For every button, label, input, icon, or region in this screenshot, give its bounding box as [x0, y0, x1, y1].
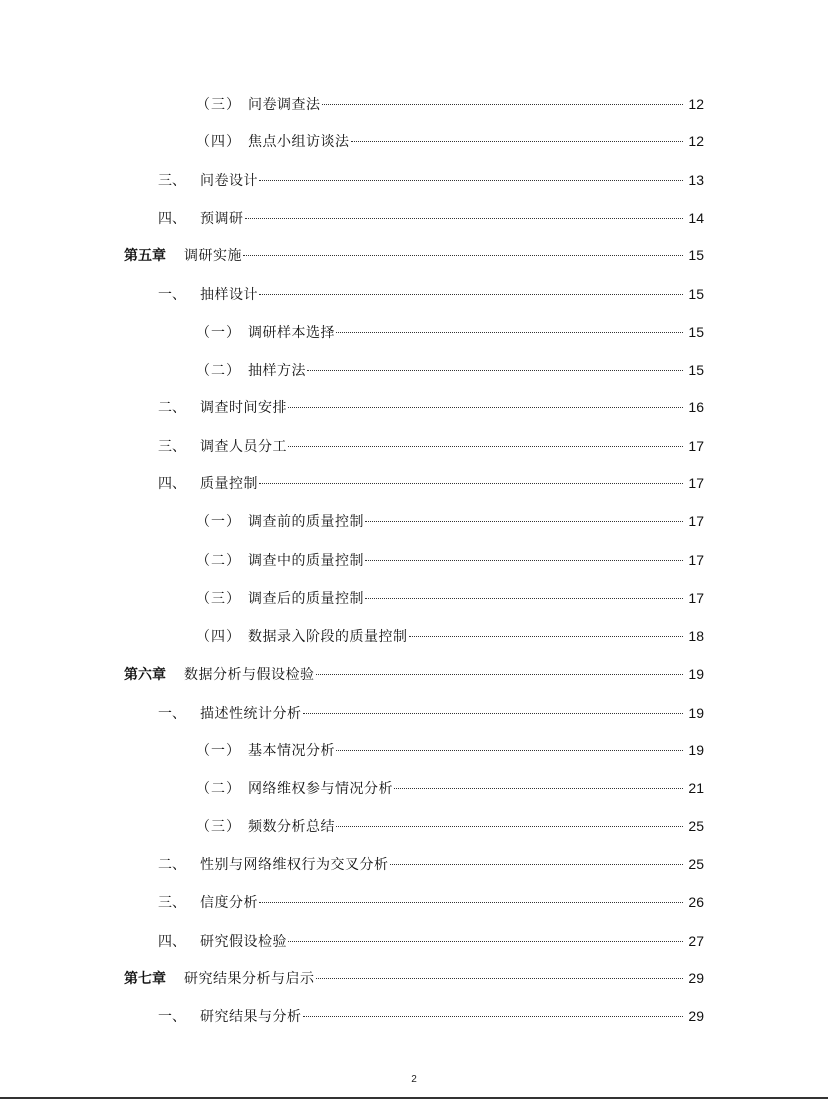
dot-leader [245, 218, 684, 219]
toc-entry-title: 基本情况分析 [248, 743, 335, 759]
toc-entry[interactable] [196, 815, 704, 837]
toc-entry-page: 19 [688, 666, 704, 682]
toc-entry-page: 17 [688, 513, 704, 529]
toc-entry[interactable] [158, 435, 704, 457]
toc-entry[interactable] [196, 777, 704, 799]
toc-entry-title: 调查中的质量控制 [248, 553, 364, 569]
toc-entry-number: 四、 [158, 934, 186, 950]
dot-leader [336, 826, 683, 827]
toc-entry-number: 三、 [158, 173, 186, 189]
toc-entry-page: 15 [688, 286, 704, 302]
toc-entry[interactable] [124, 967, 704, 989]
toc-entry[interactable] [196, 739, 704, 761]
toc-entry-page: 17 [688, 438, 704, 454]
toc-entry-title: 研究假设检验 [200, 934, 287, 950]
toc-entry-title: 网络维权参与情况分析 [248, 781, 393, 797]
toc-entry[interactable] [196, 321, 704, 343]
toc-entry-number: 一、 [158, 287, 186, 303]
toc-entry-number: （二） [196, 781, 241, 797]
toc-entry-number: 第六章 [124, 667, 166, 683]
toc-entry-page: 27 [688, 933, 704, 949]
toc-entry-page: 15 [688, 247, 704, 263]
toc-entry[interactable] [158, 283, 704, 305]
toc-entry-number: （四） [196, 629, 241, 645]
toc-entry[interactable] [196, 359, 704, 381]
dot-leader [409, 636, 684, 637]
toc-entry[interactable] [158, 702, 704, 724]
toc-entry[interactable] [158, 396, 704, 418]
dot-leader [322, 104, 684, 105]
toc-entry-page: 15 [688, 324, 704, 340]
toc-entry[interactable] [124, 663, 704, 685]
dot-leader [336, 332, 683, 333]
toc-entry-number: （一） [196, 325, 241, 341]
dot-leader [259, 294, 683, 295]
toc-entry-page: 17 [688, 590, 704, 606]
toc-entry-title: 研究结果与分析 [200, 1009, 302, 1025]
toc-entry-number: 四、 [158, 211, 186, 227]
dot-leader [259, 483, 683, 484]
toc-entry-number: （三） [196, 819, 241, 835]
page-bottom-border [0, 1097, 828, 1099]
toc-entry-page: 25 [688, 818, 704, 834]
toc-entry-title: 调研实施 [184, 248, 242, 264]
toc-entry[interactable] [196, 625, 704, 647]
toc-entry[interactable] [158, 891, 704, 913]
dot-leader [307, 370, 683, 371]
dot-leader [259, 902, 683, 903]
toc-entry-title: 问卷调查法 [248, 97, 321, 113]
toc-entry-number: （一） [196, 743, 241, 759]
toc-entry-title: 调查时间安排 [200, 400, 287, 416]
toc-entry-title: 调查人员分工 [200, 439, 287, 455]
toc-entry-page: 21 [688, 780, 704, 796]
toc-entry-page: 19 [688, 742, 704, 758]
toc-entry-page: 17 [688, 475, 704, 491]
toc-entry-number: 一、 [158, 1009, 186, 1025]
toc-entry-number: （二） [196, 553, 241, 569]
toc-entry-title: 调研样本选择 [248, 325, 335, 341]
toc-entry-page: 18 [688, 628, 704, 644]
dot-leader [336, 750, 683, 751]
toc-entry-title: 调查后的质量控制 [248, 591, 364, 607]
toc-entry-title: 焦点小组访谈法 [248, 134, 350, 150]
toc-entry-number: 第五章 [124, 248, 166, 264]
toc-entry-page: 29 [688, 970, 704, 986]
toc-entry[interactable] [196, 93, 704, 115]
dot-leader [394, 788, 683, 789]
toc-entry[interactable] [158, 1005, 704, 1027]
toc-entry-number: 二、 [158, 857, 186, 873]
toc-entry-page: 19 [688, 705, 704, 721]
toc-entry-number: 一、 [158, 706, 186, 722]
toc-entry-page: 15 [688, 362, 704, 378]
toc-entry[interactable] [158, 169, 704, 191]
toc-entry-number: （三） [196, 591, 241, 607]
toc-entry-title: 问卷设计 [200, 173, 258, 189]
toc-entry-page: 17 [688, 552, 704, 568]
toc-entry-page: 12 [688, 96, 704, 112]
toc-entry-page: 12 [688, 133, 704, 149]
toc-entry-page: 26 [688, 894, 704, 910]
toc-entry-title: 质量控制 [200, 476, 258, 492]
dot-leader [390, 864, 684, 865]
toc-entry-title: 抽样设计 [200, 287, 258, 303]
dot-leader [303, 1016, 684, 1017]
dot-leader [288, 941, 683, 942]
toc-entry-number: 四、 [158, 476, 186, 492]
dot-leader [365, 560, 683, 561]
toc-entry-title: 频数分析总结 [248, 819, 335, 835]
dot-leader [365, 598, 683, 599]
toc-entry[interactable] [196, 510, 704, 532]
toc-entry[interactable] [196, 587, 704, 609]
dot-leader [288, 446, 683, 447]
toc-entry-number: 三、 [158, 895, 186, 911]
dot-leader [365, 521, 683, 522]
dot-leader [316, 674, 684, 675]
page-number: 2 [411, 1074, 417, 1085]
toc-entry-title: 数据分析与假设检验 [184, 667, 315, 683]
toc-entry-page: 25 [688, 856, 704, 872]
toc-entry[interactable] [196, 130, 704, 152]
toc-entry-page: 14 [688, 210, 704, 226]
dot-leader [303, 713, 684, 714]
toc-entry-number: （三） [196, 97, 241, 113]
toc-entry-title: 调查前的质量控制 [248, 514, 364, 530]
toc-entry-page: 13 [688, 172, 704, 188]
toc-entry-number: 第七章 [124, 971, 166, 987]
toc-entry[interactable] [196, 549, 704, 571]
toc-entry-title: 研究结果分析与启示 [184, 971, 315, 987]
toc-entry-title: 性别与网络维权行为交叉分析 [200, 857, 389, 873]
dot-leader [288, 407, 683, 408]
toc-entry-number: 三、 [158, 439, 186, 455]
toc-entry[interactable] [158, 207, 704, 229]
toc-entry-title: 预调研 [200, 211, 244, 227]
toc-entry[interactable] [158, 853, 704, 875]
toc-entry-number: （一） [196, 514, 241, 530]
dot-leader [351, 141, 684, 142]
toc-entry-title: 信度分析 [200, 895, 258, 911]
toc-entry-title: 数据录入阶段的质量控制 [248, 629, 408, 645]
dot-leader [316, 978, 684, 979]
toc-entry[interactable] [124, 244, 704, 266]
toc-entry-page: 29 [688, 1008, 704, 1024]
dot-leader [243, 255, 683, 256]
toc-entry[interactable] [158, 930, 704, 952]
toc-entry-title: 抽样方法 [248, 363, 306, 379]
toc-entry-title: 描述性统计分析 [200, 706, 302, 722]
toc-entry-number: （四） [196, 134, 241, 150]
toc-entry[interactable] [158, 472, 704, 494]
toc-entry-page: 16 [688, 399, 704, 415]
dot-leader [259, 180, 683, 181]
toc-entry-number: 二、 [158, 400, 186, 416]
toc-entry-number: （二） [196, 363, 241, 379]
